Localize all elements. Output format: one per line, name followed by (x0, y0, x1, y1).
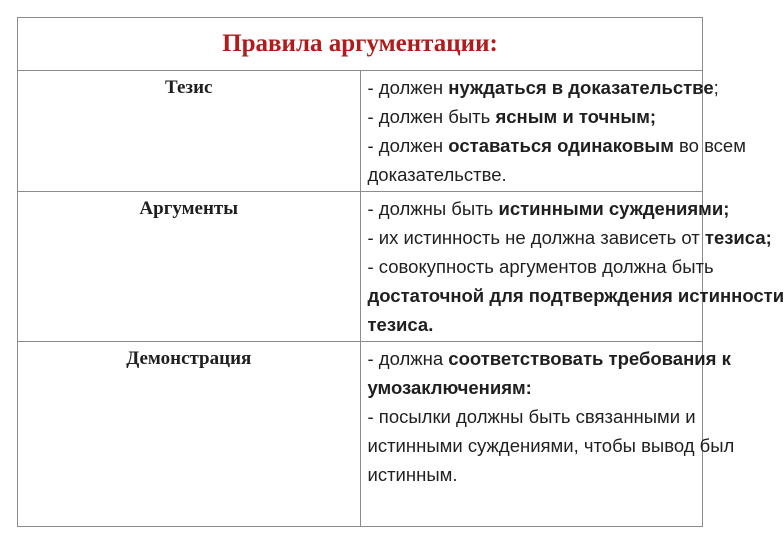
rule-text: - должна (367, 348, 449, 369)
label-cell (18, 192, 361, 342)
rule-text-bold: соответствовать требования к (448, 348, 731, 369)
rule-line (368, 460, 697, 489)
rule-text-bold: истинными суждениями; (498, 198, 730, 219)
table-row-demonstration (18, 342, 703, 527)
rule-text: ; (713, 77, 719, 98)
row-label-demonstration: Демонстрация (126, 348, 252, 369)
rule-line (368, 310, 697, 339)
rule-content-demonstration (361, 342, 735, 491)
rule-text: - их истинность не должна зависеть от (367, 227, 705, 248)
rule-line (367, 344, 731, 373)
label-cell (18, 71, 361, 192)
rule-line (367, 281, 784, 310)
rule-text: доказательстве. (367, 164, 507, 185)
rule-text: - должен (367, 135, 449, 156)
rule-line (367, 223, 772, 252)
rule-text-bold: умозаключениям: (367, 377, 532, 398)
rule-content-thesis (361, 71, 746, 191)
rule-text-bold: тезиса. (367, 314, 434, 335)
rule-text: - должен быть (367, 106, 496, 127)
rule-line (367, 252, 714, 281)
content-cell (360, 71, 746, 192)
row-label-thesis: Тезис (165, 77, 213, 98)
label-cell (18, 342, 361, 527)
rule-line (367, 431, 735, 460)
rule-text-bold: нуждаться в доказательстве (448, 77, 714, 98)
rule-text: истинным. (367, 464, 458, 485)
rule-line (368, 160, 697, 189)
rule-line (368, 102, 697, 131)
title-row (18, 18, 703, 71)
rule-text: - совокупность аргументов должна быть (367, 256, 714, 277)
rule-text-bold: тезиса; (704, 227, 772, 248)
content-cell (360, 342, 735, 527)
table-row-thesis (18, 71, 703, 192)
rule-content-arguments (361, 192, 784, 341)
rule-text: истинными суждениями, чтобы вывод был (367, 435, 735, 456)
rule-text-bold: достаточной для подтверждения истинности (367, 285, 784, 306)
rule-line (367, 131, 746, 160)
rules-table (17, 17, 784, 527)
rule-line (368, 402, 697, 431)
rule-text-bold: оставаться одинаковым (448, 135, 674, 156)
rule-line (368, 373, 697, 402)
rule-line (367, 73, 719, 102)
title-cell (18, 18, 703, 71)
content-cell (360, 192, 784, 342)
rule-text: - должен (367, 77, 449, 98)
rule-text: - посылки должны быть связанными и (367, 406, 696, 427)
row-label-arguments: Аргументы (139, 198, 239, 219)
table-row-arguments (18, 192, 703, 342)
rule-line (367, 194, 730, 223)
rule-text-bold: ясным и точным; (495, 106, 657, 127)
rule-text: во всем (673, 135, 746, 156)
rule-text: - должны быть (367, 198, 499, 219)
table-title: Правила аргументации: (222, 30, 498, 57)
